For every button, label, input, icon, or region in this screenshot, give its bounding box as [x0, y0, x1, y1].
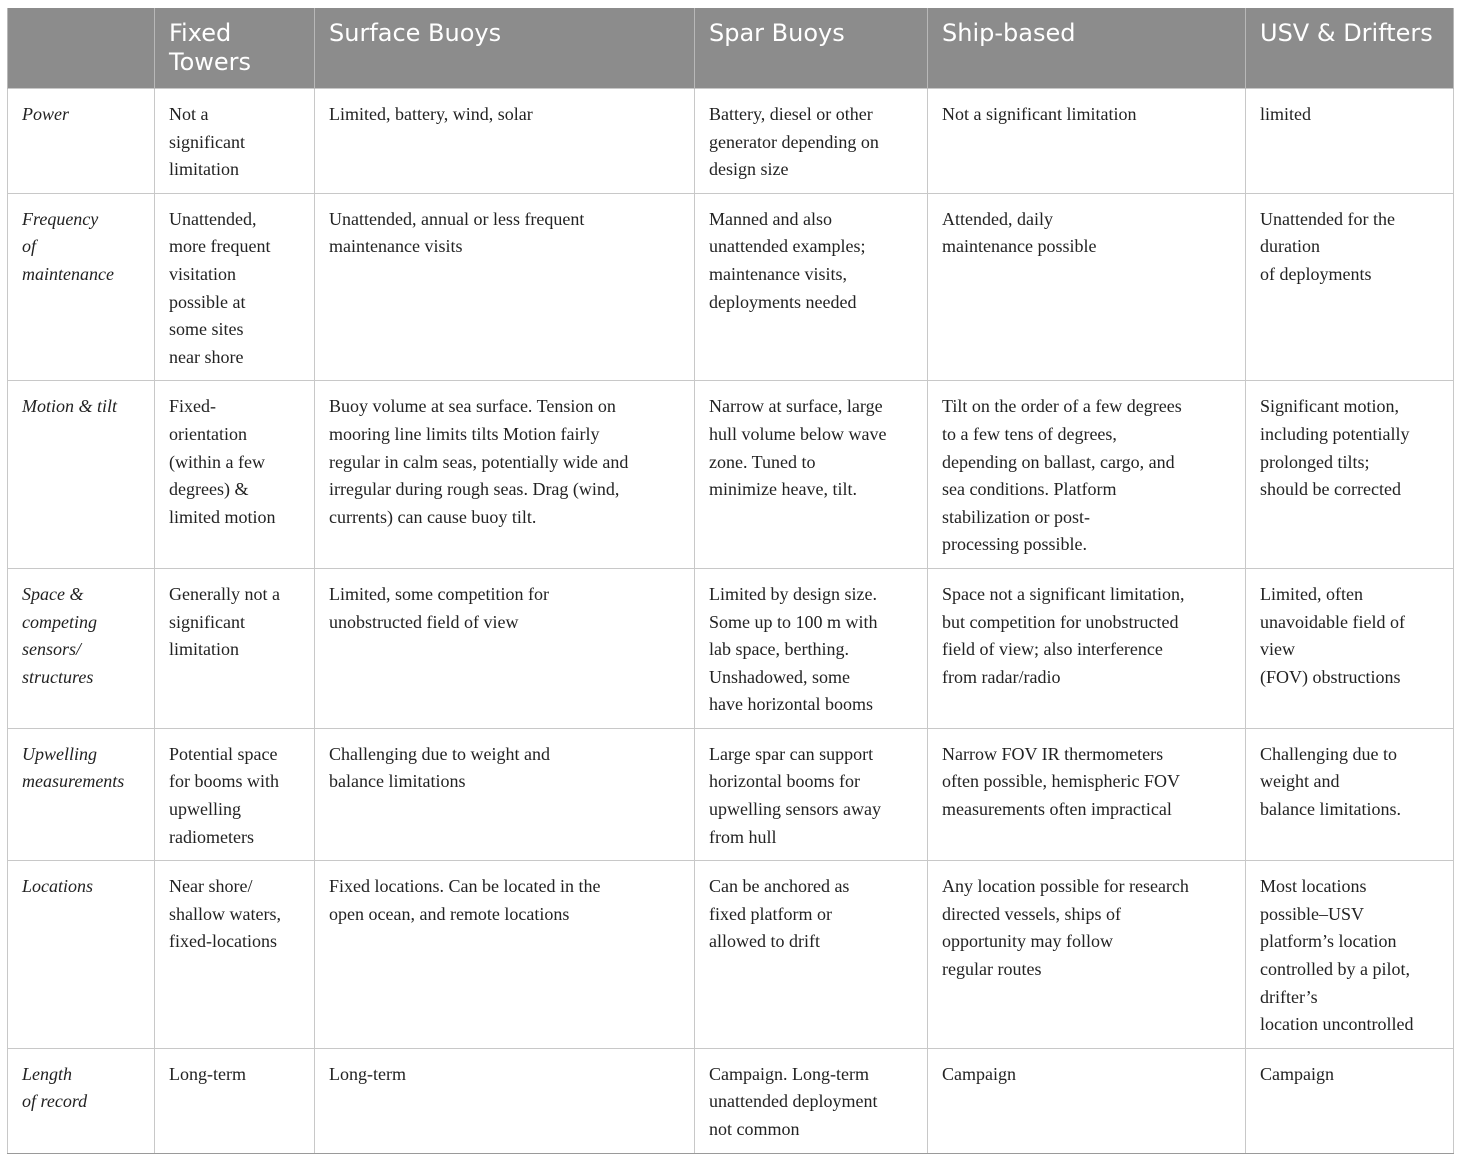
- table-cell: Fixed- orientation (within a few degrees) & limited motion: [155, 381, 315, 569]
- table-cell: limited: [1246, 89, 1454, 194]
- platform-comparison-table: [7, 8, 1454, 1154]
- table-cell: Battery, diesel or other generator depending on design size: [695, 89, 928, 194]
- row-label: Power: [8, 89, 155, 194]
- table-cell: Attended, daily maintenance possible: [928, 193, 1246, 381]
- table-cell: Challenging due to weight and balance limitations.: [1246, 728, 1454, 860]
- platform-comparison-table-container: [7, 8, 1453, 1154]
- header-row: [8, 8, 1454, 89]
- row-label: Upwelling measurements: [8, 728, 155, 860]
- table-row-length-of-record: [8, 1048, 1454, 1153]
- table-cell: Can be anchored as fixed platform or allowed to drift: [695, 861, 928, 1049]
- table-cell: Unattended for the duration of deployments: [1246, 193, 1454, 381]
- header-cell-usv-drifters: USV & Drifters: [1246, 8, 1454, 89]
- table-cell: Most locations possible–USV platform’s location controlled by a pilot, drifter’s location uncontrolled: [1246, 861, 1454, 1049]
- header-cell-ship-based: Ship-based: [928, 8, 1246, 89]
- header-cell-surface-buoys: Surface Buoys: [315, 8, 695, 89]
- table-row-upwelling-measurements: [8, 728, 1454, 860]
- table-cell: Near shore/ shallow waters, fixed-locations: [155, 861, 315, 1049]
- row-label: Frequency of maintenance: [8, 193, 155, 381]
- table-row-frequency-of-maintenance: [8, 193, 1454, 381]
- table-cell: Limited, often unavoidable field of view (FOV) obstructions: [1246, 568, 1454, 728]
- header-cell-fixed-towers: Fixed Towers: [155, 8, 315, 89]
- table-cell: Generally not a significant limitation: [155, 568, 315, 728]
- table-cell: Potential space for booms with upwelling radiometers: [155, 728, 315, 860]
- table-cell: Significant motion, including potentially prolonged tilts; should be corrected: [1246, 381, 1454, 569]
- table-row-space-and-competing-sensors: [8, 568, 1454, 728]
- table-cell: Space not a significant limitation, but competition for unobstructed field of view; also interference from radar/radio: [928, 568, 1246, 728]
- header-cell-empty: [8, 8, 155, 89]
- table-cell: Buoy volume at sea surface. Tension on mooring line limits tilts Motion fairly regular in calm seas, potentially wide and irregular during rough seas. Drag (wind, currents) can cause buoy tilt.: [315, 381, 695, 569]
- table-cell: Campaign: [1246, 1048, 1454, 1153]
- table-cell: Unattended, more frequent visitation possible at some sites near shore: [155, 193, 315, 381]
- table-row-locations: [8, 861, 1454, 1049]
- table-cell: Unattended, annual or less frequent maintenance visits: [315, 193, 695, 381]
- table-cell: Campaign: [928, 1048, 1246, 1153]
- table-cell: Manned and also unattended examples; maintenance visits, deployments needed: [695, 193, 928, 381]
- row-label: Space & competing sensors/ structures: [8, 568, 155, 728]
- table-cell: Tilt on the order of a few degrees to a few tens of degrees, depending on ballast, cargo, and sea conditions. Platform stabilization or post- processing possible.: [928, 381, 1246, 569]
- row-label: Motion & tilt: [8, 381, 155, 569]
- row-label: Locations: [8, 861, 155, 1049]
- table-cell: Challenging due to weight and balance limitations: [315, 728, 695, 860]
- table-cell: Campaign. Long-term unattended deployment not common: [695, 1048, 928, 1153]
- table-cell: Fixed locations. Can be located in the open ocean, and remote locations: [315, 861, 695, 1049]
- table-row-power: [8, 89, 1454, 194]
- table-cell: Narrow FOV IR thermometers often possible, hemispheric FOV measurements often impractical: [928, 728, 1246, 860]
- table-cell: Limited by design size. Some up to 100 m with lab space, berthing. Unshadowed, some have horizontal booms: [695, 568, 928, 728]
- row-label: Length of record: [8, 1048, 155, 1153]
- table-cell: Large spar can support horizontal booms for upwelling sensors away from hull: [695, 728, 928, 860]
- table-row-motion-and-tilt: [8, 381, 1454, 569]
- header-cell-spar-buoys: Spar Buoys: [695, 8, 928, 89]
- table-cell: Long-term: [315, 1048, 695, 1153]
- table-cell: Not a significant limitation: [155, 89, 315, 194]
- table-cell: Not a significant limitation: [928, 89, 1246, 194]
- table-cell: Limited, battery, wind, solar: [315, 89, 695, 194]
- table-cell: Any location possible for research directed vessels, ships of opportunity may follow regular routes: [928, 861, 1246, 1049]
- table-cell: Limited, some competition for unobstructed field of view: [315, 568, 695, 728]
- table-cell: Long-term: [155, 1048, 315, 1153]
- table-cell: Narrow at surface, large hull volume below wave zone. Tuned to minimize heave, tilt.: [695, 381, 928, 569]
